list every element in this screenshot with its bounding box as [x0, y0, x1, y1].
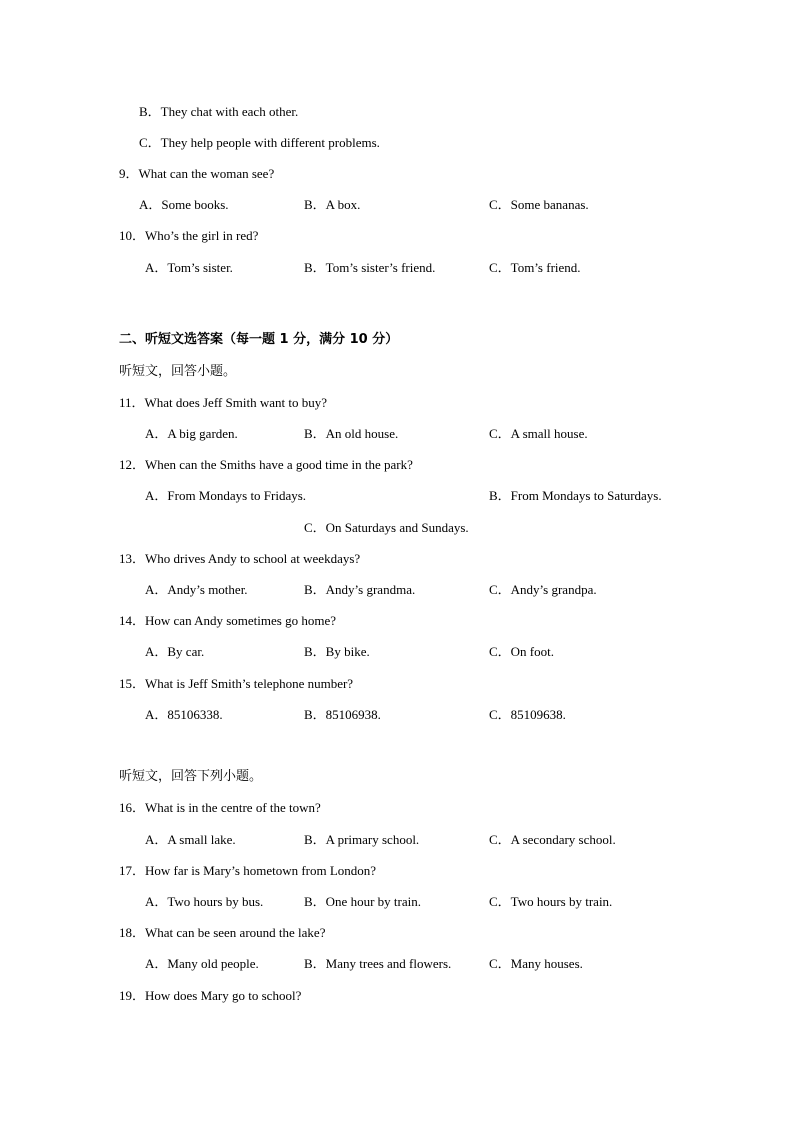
- q11-option-b: B．An old house.: [304, 426, 399, 441]
- q13-option-c: C．Andy’s grandpa.: [489, 582, 597, 597]
- q11-stem: 11．What does Jeff Smith want to buy?: [119, 395, 327, 410]
- q18-option-b: B．Many trees and flowers.: [304, 956, 452, 971]
- q16-option-c: C．A secondary school.: [489, 832, 616, 847]
- section-heading: 二、听短文选答案（每一题 1 分，满分 10 分）: [119, 332, 399, 347]
- q13-option-b: B．Andy’s grandma.: [304, 582, 416, 597]
- q16-option-b: B．A primary school.: [304, 832, 420, 847]
- q15-option-c: C．85109638.: [489, 707, 566, 722]
- q14-option-b: B．By bike.: [304, 644, 370, 659]
- q10-option-c: C．Tom’s friend.: [489, 260, 581, 275]
- q17-option-c: C．Two hours by train.: [489, 894, 613, 909]
- q8-option-b: B．They chat with each other.: [139, 104, 299, 119]
- q15-option-b: B．85106938.: [304, 707, 381, 722]
- q8-option-c: C．They help people with different problems.: [139, 135, 380, 150]
- q12-option-a: A．From Mondays to Fridays.: [145, 488, 307, 503]
- q9-stem: 9．What can the woman see?: [119, 166, 275, 181]
- q9-option-a: A．Some books.: [139, 197, 229, 212]
- q18-stem: 18．What can be seen around the lake?: [119, 925, 326, 940]
- q17-option-a: A．Two hours by bus.: [145, 894, 264, 909]
- q11-option-a: A．A big garden.: [145, 426, 238, 441]
- q10-stem: 10．Who’s the girl in red?: [119, 228, 259, 243]
- q14-option-a: A．By car.: [145, 644, 205, 659]
- q17-option-b: B．One hour by train.: [304, 894, 421, 909]
- q12-option-c: C．On Saturdays and Sundays.: [304, 520, 469, 535]
- q11-option-c: C．A small house.: [489, 426, 588, 441]
- q12-stem: 12．When can the Smiths have a good time in the park?: [119, 457, 413, 472]
- q12-option-b: B．From Mondays to Saturdays.: [489, 488, 662, 503]
- section-instruction-1: 听短文，回答小题。: [119, 364, 237, 379]
- q15-stem: 15．What is Jeff Smith’s telephone number?: [119, 676, 354, 691]
- q13-option-a: A．Andy’s mother.: [145, 582, 248, 597]
- q14-stem: 14．How can Andy sometimes go home?: [119, 613, 336, 628]
- q18-option-c: C．Many houses.: [489, 956, 583, 971]
- q9-option-b: B．A box.: [304, 197, 361, 212]
- q17-stem: 17．How far is Mary’s hometown from London?: [119, 863, 377, 878]
- section-instruction-2: 听短文，回答下列小题。: [119, 769, 263, 784]
- q10-option-b: B．Tom’s sister’s friend.: [304, 260, 436, 275]
- q19-stem: 19．How does Mary go to school?: [119, 988, 302, 1003]
- q10-option-a: A．Tom’s sister.: [145, 260, 233, 275]
- q9-option-c: C．Some bananas.: [489, 197, 589, 212]
- q13-stem: 13．Who drives Andy to school at weekdays?: [119, 551, 361, 566]
- q14-option-c: C．On foot.: [489, 644, 555, 659]
- q18-option-a: A．Many old people.: [145, 956, 259, 971]
- q16-option-a: A．A small lake.: [145, 832, 236, 847]
- q15-option-a: A．85106338.: [145, 707, 223, 722]
- q16-stem: 16．What is in the centre of the town?: [119, 800, 321, 815]
